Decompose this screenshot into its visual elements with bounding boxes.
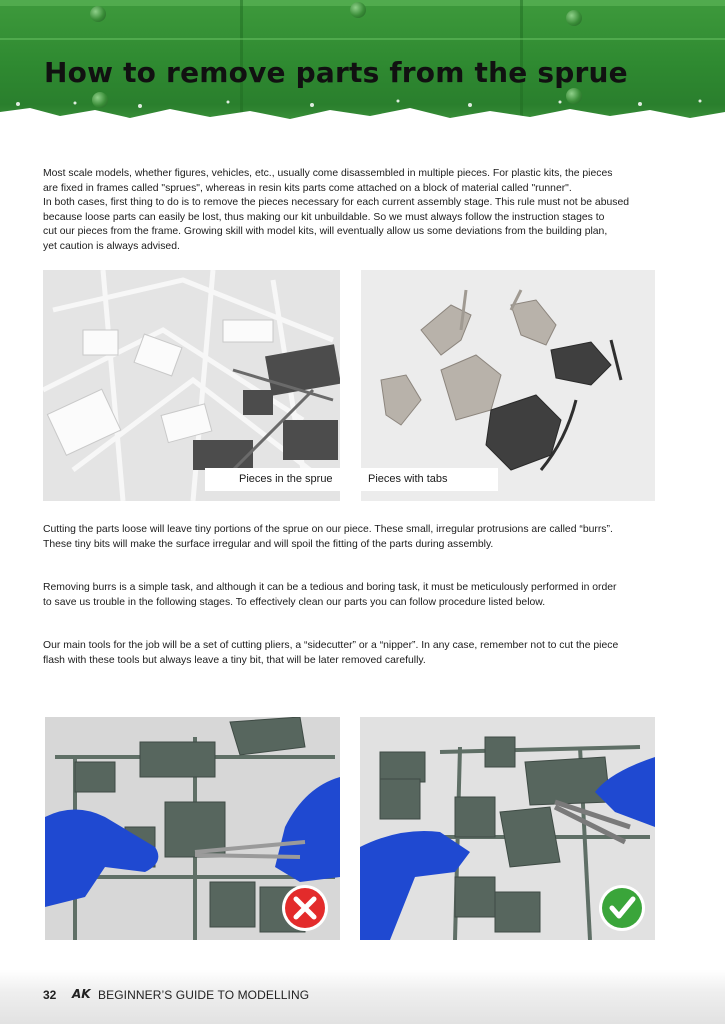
rivet-icon (566, 10, 582, 26)
intro-line: yet caution is always advised. (43, 240, 180, 252)
rivet-icon (350, 2, 366, 18)
burrs-line: These tiny bits will make the surface irregular and will spoil the fitting of the parts during assembly. (43, 538, 494, 550)
wrong-cut-photo (45, 717, 340, 940)
tools-line: flash with these tools but always leave a tiny bit, that will be later removed carefully. (43, 654, 426, 666)
burrs-paragraph (43, 523, 657, 552)
intro-paragraph (43, 167, 657, 255)
intro-line: are fixed in frames called "sprues", whereas in resin kits parts come attached on a block of material called "runner". (43, 182, 572, 194)
intro-line: cut our pieces from the frame. Growing skill with model kits, will eventually allow us some deviations from the building plan, (43, 226, 608, 238)
right-marker-icon (602, 888, 642, 928)
header-banner (0, 0, 725, 140)
guide-title: BEGINNER’S GUIDE TO MODELLING (98, 988, 310, 1002)
intro-line: In both cases, first thing to do is to remove the pieces necessary for each current assembly stage. This rule must not be abused (43, 197, 630, 209)
rivet-icon (90, 6, 106, 22)
removing-paragraph (43, 581, 657, 610)
intro-line: Most scale models, whether figures, vehicles, etc., usually come disassembled in multiple pieces. For plastic kits, the pieces (43, 168, 613, 179)
page-title: How to remove parts from the sprue (44, 56, 628, 89)
ak-logo: AK (72, 987, 91, 1001)
tools-paragraph (43, 639, 657, 668)
intro-line: because loose parts can easily be lost, thus making our kit unbuildable. So we must always follow the instruction stages to (43, 211, 605, 223)
removing-line: to save us trouble in the following stages. To effectively clean our parts you can follow procedure listed below. (43, 596, 546, 608)
rivet-icon (566, 88, 582, 104)
rivet-icon (92, 92, 108, 108)
page-number: 32 (43, 988, 57, 1002)
tabs-photo (361, 270, 655, 501)
right-cut-photo (360, 717, 655, 940)
removing-line: Removing burrs is a simple task, and although it can be a tedious and boring task, it must be meticulously performed in order (43, 582, 617, 593)
sprue-photo (43, 270, 340, 501)
tabs-caption: Pieces with tabs (361, 468, 498, 491)
tools-line: Our main tools for the job will be a set of cutting pliers, a “sidecutter” or a “nipper”. In any case, remember not to cut the piece (43, 640, 619, 651)
burrs-line: Cutting the parts loose will leave tiny portions of the sprue on our piece. These small, irregular protrusions are called “burrs”. (43, 524, 613, 535)
sprue-caption: Pieces in the sprue (205, 468, 340, 491)
